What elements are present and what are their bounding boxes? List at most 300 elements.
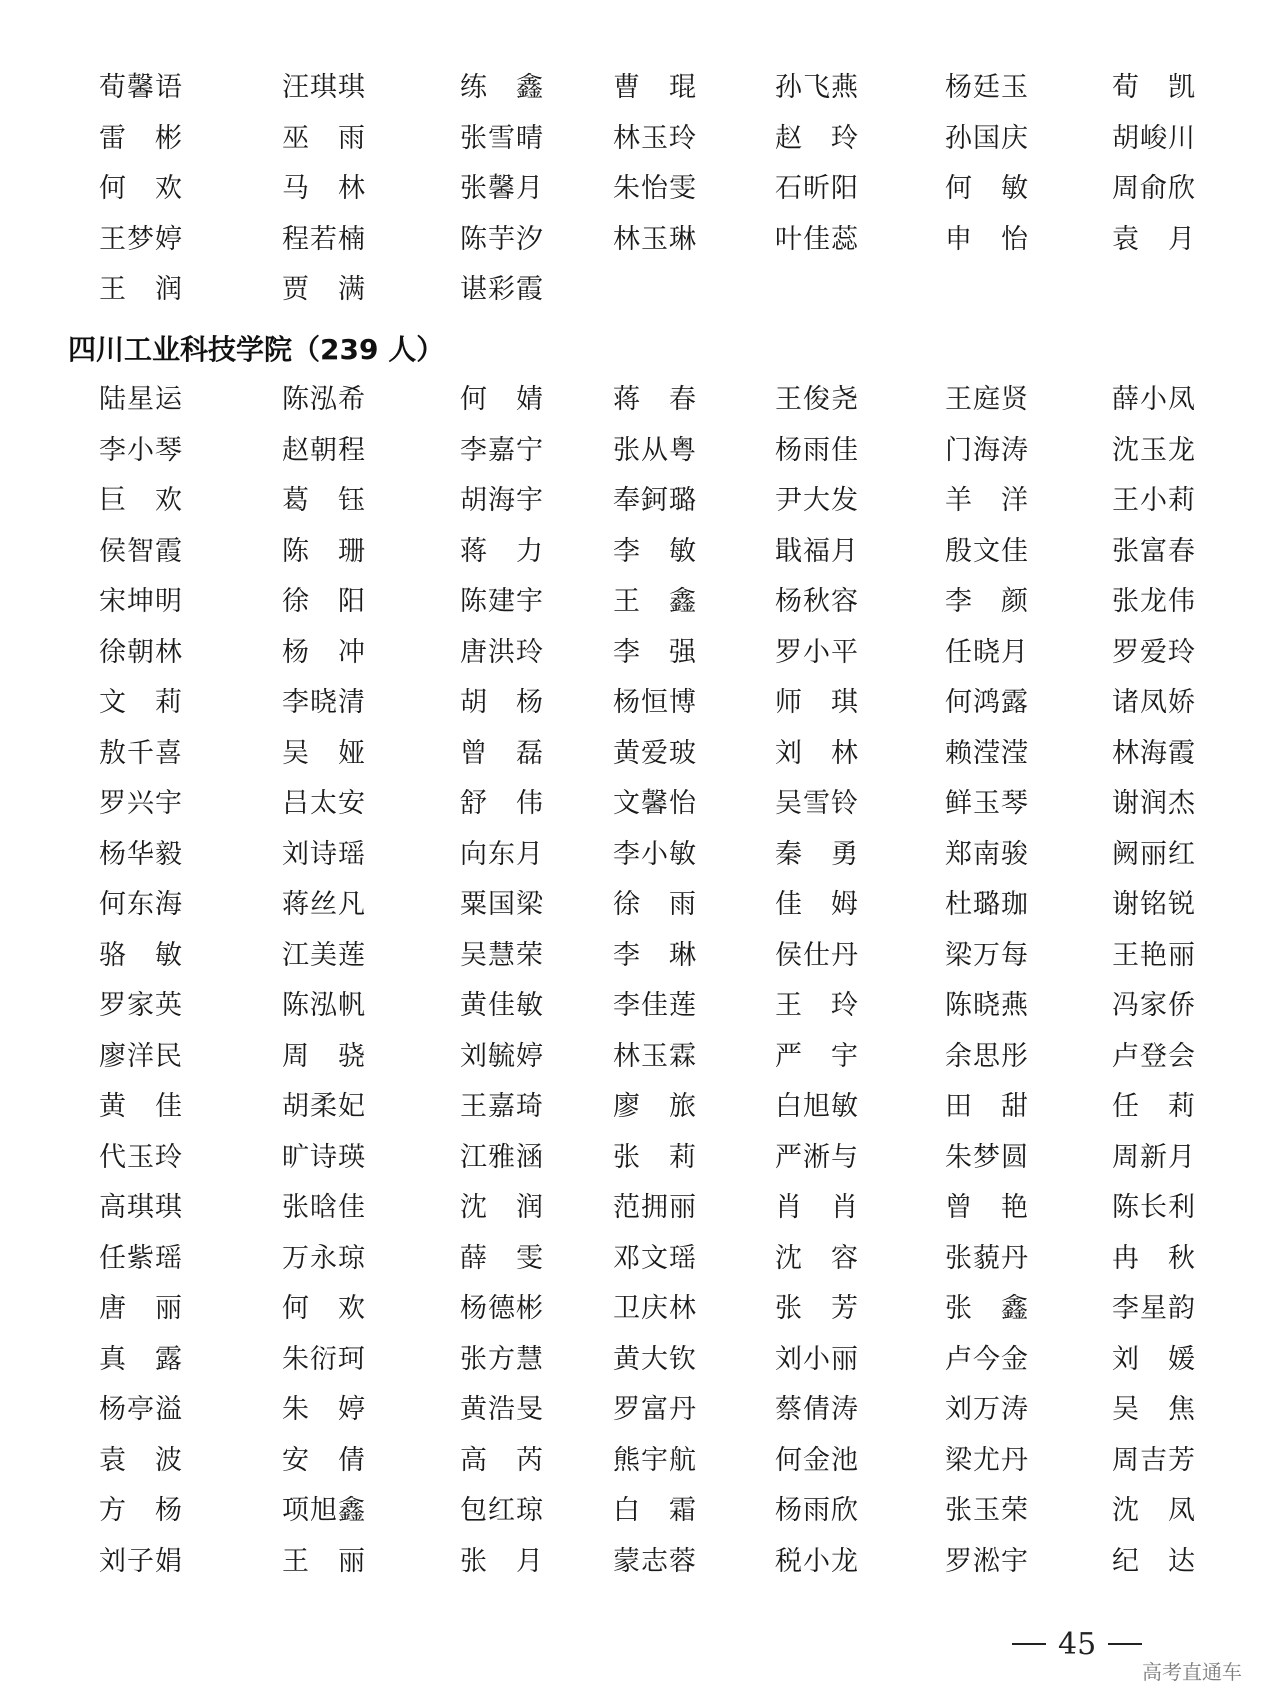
name-char: 露 xyxy=(155,1343,183,1375)
name-char: 阳 xyxy=(338,586,366,617)
name-char: 波 xyxy=(155,1444,183,1476)
name-char: 何 xyxy=(460,384,488,415)
name-char: 高 xyxy=(460,1444,488,1476)
student-name: 陈泓帆 xyxy=(282,990,366,1021)
student-name xyxy=(1112,1537,1196,1588)
student-name: 杨华毅 xyxy=(99,838,183,870)
name-char: 雨 xyxy=(669,889,697,920)
student-name: 刘毓婷 xyxy=(460,1040,544,1072)
name-char: 周 xyxy=(282,1040,310,1072)
student-name: 殷文佳 xyxy=(945,535,1029,567)
student-name xyxy=(460,729,544,780)
student-name: 诸凤娇 xyxy=(1112,687,1196,718)
student-name: 任紫瑶 xyxy=(99,1242,183,1274)
student-name xyxy=(99,678,183,729)
name-char: 丽 xyxy=(155,1293,183,1324)
name-char: 倩 xyxy=(338,1444,366,1476)
student-name xyxy=(613,931,697,982)
student-name: 奉鈳璐 xyxy=(613,485,697,516)
name-char: 真 xyxy=(99,1343,127,1375)
name-char: 莉 xyxy=(669,1141,697,1173)
name-char: 洋 xyxy=(1001,485,1029,516)
name-char: 珊 xyxy=(338,535,366,567)
student-name xyxy=(99,1436,183,1487)
student-name: 张雪晴 xyxy=(460,122,544,154)
name-char: 莉 xyxy=(1168,1091,1196,1122)
section-heading: 四川工业科技学院（239 人） xyxy=(68,333,445,366)
name-char: 秋 xyxy=(1168,1242,1196,1274)
student-name: 朱衍珂 xyxy=(282,1343,366,1375)
student-name xyxy=(460,1183,544,1234)
student-name: 李星韵 xyxy=(1112,1293,1196,1324)
student-name xyxy=(282,1436,366,1487)
name-char: 贾 xyxy=(282,274,310,305)
student-name xyxy=(775,830,859,881)
student-name: 孙国庆 xyxy=(945,122,1029,154)
student-name: 梁尤丹 xyxy=(945,1444,1029,1476)
student-name: 张馨月 xyxy=(460,173,544,204)
name-list-section xyxy=(99,375,1209,1587)
student-name xyxy=(460,527,544,578)
student-name: 黄爱玻 xyxy=(613,737,697,769)
name-char: 陈 xyxy=(282,535,310,567)
student-name: 沈玉龙 xyxy=(1112,434,1196,466)
student-name xyxy=(99,164,183,215)
name-char: 玲 xyxy=(831,122,859,154)
student-name: 侯智霞 xyxy=(99,535,183,567)
name-char: 巫 xyxy=(282,122,310,154)
name-char: 娅 xyxy=(338,737,366,769)
name-char: 敏 xyxy=(1001,173,1029,204)
name-char: 雯 xyxy=(516,1242,544,1274)
name-char: 王 xyxy=(613,586,641,617)
name-char: 巨 xyxy=(99,485,127,516)
name-char: 玲 xyxy=(831,990,859,1021)
student-name: 廖洋民 xyxy=(99,1040,183,1072)
name-char: 朱 xyxy=(282,1394,310,1425)
student-name xyxy=(1112,215,1196,266)
student-name: 李佳莲 xyxy=(613,990,697,1021)
student-name: 林玉霖 xyxy=(613,1040,697,1072)
name-char: 徐 xyxy=(282,586,310,617)
student-name: 叶佳蕊 xyxy=(775,223,859,255)
name-char: 欢 xyxy=(155,173,183,204)
student-name xyxy=(945,1082,1029,1133)
name-char: 佳 xyxy=(775,889,803,920)
footer-dash-left xyxy=(1012,1643,1046,1645)
student-name: 张龙伟 xyxy=(1112,586,1196,617)
student-name: 陈建宇 xyxy=(460,586,544,617)
name-list-continued xyxy=(99,63,1209,316)
student-name: 向东月 xyxy=(460,838,544,870)
student-name: 熊宇航 xyxy=(613,1444,697,1476)
student-name: 侯仕丹 xyxy=(775,939,859,971)
student-name: 林玉玲 xyxy=(613,122,697,154)
name-char: 旅 xyxy=(669,1091,697,1122)
name-char: 徐 xyxy=(613,889,641,920)
student-name: 敖千喜 xyxy=(99,737,183,769)
name-char: 薛 xyxy=(460,1242,488,1274)
student-name: 罗爱玲 xyxy=(1112,636,1196,668)
student-name: 杨德彬 xyxy=(460,1293,544,1324)
name-char: 张 xyxy=(775,1293,803,1324)
name-char: 勇 xyxy=(831,838,859,870)
student-name xyxy=(282,164,366,215)
student-name: 荀馨语 xyxy=(99,72,183,103)
name-char: 羊 xyxy=(945,485,973,516)
name-char: 方 xyxy=(99,1495,127,1526)
name-char: 王 xyxy=(99,274,127,305)
name-char: 春 xyxy=(669,384,697,415)
name-char: 严 xyxy=(775,1040,803,1072)
name-char: 焦 xyxy=(1168,1394,1196,1425)
student-name xyxy=(613,1486,697,1537)
name-char: 张 xyxy=(460,1545,488,1577)
student-name: 胡柔妃 xyxy=(282,1091,366,1122)
student-name xyxy=(282,1385,366,1436)
student-name: 石昕阳 xyxy=(775,173,859,204)
student-name xyxy=(1112,1385,1196,1436)
student-name xyxy=(99,1082,183,1133)
student-name: 梁万每 xyxy=(945,939,1029,971)
student-name: 李小琴 xyxy=(99,434,183,466)
student-name: 罗富丹 xyxy=(613,1394,697,1425)
student-name: 罗兴宇 xyxy=(99,788,183,819)
student-name xyxy=(460,1436,544,1487)
name-char: 鑫 xyxy=(516,72,544,103)
name-grid xyxy=(99,375,1209,1587)
name-char: 欢 xyxy=(155,485,183,516)
name-char: 磊 xyxy=(516,737,544,769)
name-char: 舒 xyxy=(460,788,488,819)
name-char: 刘 xyxy=(775,737,803,769)
name-char: 黄 xyxy=(99,1091,127,1122)
watermark-text: 高考直通车 xyxy=(1142,1660,1242,1684)
student-name: 赵朝程 xyxy=(282,434,366,466)
student-name xyxy=(460,63,544,114)
student-name: 孙飞燕 xyxy=(775,72,859,103)
name-char: 张 xyxy=(613,1141,641,1173)
student-name xyxy=(775,1284,859,1335)
student-name: 谢铭锐 xyxy=(1112,889,1196,920)
student-name: 何鸿露 xyxy=(945,687,1029,718)
name-grid xyxy=(99,63,1209,316)
student-name: 李嘉宁 xyxy=(460,434,544,466)
name-char: 鑫 xyxy=(669,586,697,617)
student-name: 周俞欣 xyxy=(1112,173,1196,204)
student-name xyxy=(99,114,183,165)
student-name xyxy=(1112,1082,1196,1133)
name-char: 曹 xyxy=(613,72,641,103)
name-char: 申 xyxy=(945,223,973,255)
name-char: 骁 xyxy=(338,1040,366,1072)
name-char: 吴 xyxy=(282,737,310,769)
student-name: 戢福月 xyxy=(775,535,859,567)
student-name: 杨秋容 xyxy=(775,586,859,617)
name-char: 胡 xyxy=(460,687,488,718)
name-char: 宇 xyxy=(831,1040,859,1072)
student-name: 项旭鑫 xyxy=(282,1495,366,1526)
student-name xyxy=(775,114,859,165)
student-name: 旷诗瑛 xyxy=(282,1141,366,1173)
student-name: 张从粤 xyxy=(613,434,697,466)
student-name: 白旭敏 xyxy=(775,1091,859,1122)
student-name: 周新月 xyxy=(1112,1141,1196,1173)
student-name: 张玉荣 xyxy=(945,1495,1029,1526)
name-char: 曾 xyxy=(945,1192,973,1223)
name-char: 力 xyxy=(516,535,544,567)
student-name xyxy=(99,1284,183,1335)
student-name xyxy=(282,1032,366,1083)
name-char: 琪 xyxy=(831,687,859,718)
name-char: 廖 xyxy=(613,1091,641,1122)
name-char: 杨 xyxy=(282,636,310,668)
student-name: 杨雨欣 xyxy=(775,1495,859,1526)
student-name: 门海涛 xyxy=(945,434,1029,466)
student-name: 刘诗瑶 xyxy=(282,838,366,870)
student-name xyxy=(460,375,544,426)
name-char: 容 xyxy=(831,1242,859,1274)
name-char: 凤 xyxy=(1168,1495,1196,1526)
name-char: 甜 xyxy=(1001,1091,1029,1122)
student-name: 王艳丽 xyxy=(1112,939,1196,971)
student-name: 刘小丽 xyxy=(775,1343,859,1375)
student-name: 何东海 xyxy=(99,889,183,920)
name-char: 琳 xyxy=(669,939,697,971)
student-name: 黄大钦 xyxy=(613,1343,697,1375)
name-char: 雨 xyxy=(338,122,366,154)
student-name xyxy=(99,931,183,982)
name-char: 任 xyxy=(1112,1091,1140,1122)
student-name: 汪琪琪 xyxy=(282,72,366,103)
name-char: 赵 xyxy=(775,122,803,154)
name-char: 姆 xyxy=(831,889,859,920)
student-name: 陆星运 xyxy=(99,384,183,415)
student-name: 卫庆林 xyxy=(613,1293,697,1324)
name-char: 琨 xyxy=(669,72,697,103)
student-name xyxy=(945,1284,1029,1335)
student-name: 陈长利 xyxy=(1112,1192,1196,1223)
name-char: 肖 xyxy=(775,1192,803,1223)
student-name xyxy=(613,1082,697,1133)
student-name: 罗家英 xyxy=(99,990,183,1021)
student-name: 王俊尧 xyxy=(775,384,859,415)
name-char: 蒋 xyxy=(460,535,488,567)
footer-dash-right xyxy=(1108,1643,1142,1645)
student-name xyxy=(945,215,1029,266)
student-name xyxy=(945,1183,1029,1234)
student-name xyxy=(613,527,697,578)
name-char: 林 xyxy=(831,737,859,769)
student-name xyxy=(613,63,697,114)
student-name xyxy=(775,1032,859,1083)
name-char: 吴 xyxy=(1112,1394,1140,1425)
student-name xyxy=(613,1133,697,1184)
student-name: 谢润杰 xyxy=(1112,788,1196,819)
student-name: 程若楠 xyxy=(282,223,366,255)
name-char: 练 xyxy=(460,72,488,103)
student-name: 张方慧 xyxy=(460,1343,544,1375)
name-char: 李 xyxy=(613,939,641,971)
student-name: 蒙志蓉 xyxy=(613,1545,697,1577)
student-name xyxy=(460,678,544,729)
student-name: 胡峻川 xyxy=(1112,122,1196,154)
student-name: 陈晓燕 xyxy=(945,990,1029,1021)
student-name xyxy=(460,779,544,830)
name-char: 师 xyxy=(775,687,803,718)
student-name: 张富春 xyxy=(1112,535,1196,567)
student-name xyxy=(99,1486,183,1537)
student-name: 吴雪铃 xyxy=(775,788,859,819)
student-name: 吴慧荣 xyxy=(460,939,544,971)
student-name: 谌彩霞 xyxy=(460,274,544,305)
name-char: 芮 xyxy=(516,1444,544,1476)
name-char: 纪 xyxy=(1112,1545,1140,1577)
student-name xyxy=(775,729,859,780)
name-char: 芳 xyxy=(831,1293,859,1324)
name-char: 安 xyxy=(282,1444,310,1476)
name-char: 白 xyxy=(613,1495,641,1526)
student-name xyxy=(282,729,366,780)
student-name xyxy=(99,476,183,527)
name-char: 润 xyxy=(155,274,183,305)
name-char: 文 xyxy=(99,687,127,718)
name-char: 唐 xyxy=(99,1293,127,1324)
student-name: 郑南骏 xyxy=(945,838,1029,870)
name-char: 冉 xyxy=(1112,1242,1140,1274)
student-name: 卢登会 xyxy=(1112,1040,1196,1072)
student-name: 罗淞宇 xyxy=(945,1545,1029,1577)
student-name xyxy=(613,375,697,426)
student-name xyxy=(945,476,1029,527)
name-char: 达 xyxy=(1168,1545,1196,1577)
name-char: 凯 xyxy=(1168,72,1196,103)
student-name xyxy=(775,880,859,931)
name-char: 满 xyxy=(338,274,366,305)
student-name xyxy=(282,1284,366,1335)
name-char: 何 xyxy=(945,173,973,204)
student-name: 鲜玉琴 xyxy=(945,788,1029,819)
student-name xyxy=(775,1234,859,1285)
name-char: 伟 xyxy=(516,788,544,819)
student-name: 罗小平 xyxy=(775,636,859,668)
name-char: 曾 xyxy=(460,737,488,769)
student-name xyxy=(282,1537,366,1588)
name-char: 敏 xyxy=(669,535,697,567)
name-char: 颜 xyxy=(1001,586,1029,617)
student-name: 黄佳敏 xyxy=(460,990,544,1021)
student-name xyxy=(99,265,183,316)
student-name xyxy=(775,678,859,729)
student-name: 冯家侨 xyxy=(1112,990,1196,1021)
student-name: 王梦婷 xyxy=(99,223,183,255)
student-name: 王嘉琦 xyxy=(460,1091,544,1122)
student-name: 税小龙 xyxy=(775,1545,859,1577)
student-name xyxy=(1112,1335,1196,1386)
student-name: 江美莲 xyxy=(282,939,366,971)
student-name: 林海霞 xyxy=(1112,737,1196,769)
student-name: 唐洪玲 xyxy=(460,636,544,668)
student-name: 严淅与 xyxy=(775,1141,859,1173)
student-name: 王小莉 xyxy=(1112,485,1196,516)
name-char: 田 xyxy=(945,1091,973,1122)
student-name: 黄浩旻 xyxy=(460,1394,544,1425)
name-char: 李 xyxy=(945,586,973,617)
name-char: 艳 xyxy=(1001,1192,1029,1223)
student-name: 徐朝林 xyxy=(99,636,183,668)
student-name xyxy=(460,1537,544,1588)
student-name: 卢今金 xyxy=(945,1343,1029,1375)
student-name xyxy=(282,527,366,578)
name-char: 肖 xyxy=(831,1192,859,1223)
student-name: 江雅涵 xyxy=(460,1141,544,1173)
name-char: 怡 xyxy=(1001,223,1029,255)
name-char: 欢 xyxy=(338,1293,366,1324)
student-name: 邓文瑶 xyxy=(613,1242,697,1274)
student-name: 宋坤明 xyxy=(99,586,183,617)
student-name: 阙丽红 xyxy=(1112,838,1196,870)
name-char: 葛 xyxy=(282,485,310,516)
name-char: 婷 xyxy=(338,1394,366,1425)
name-char: 婧 xyxy=(516,384,544,415)
student-name: 粟国梁 xyxy=(460,889,544,920)
name-char: 霜 xyxy=(669,1495,697,1526)
student-name: 范拥丽 xyxy=(613,1192,697,1223)
student-name: 吕太安 xyxy=(282,788,366,819)
name-char: 鑫 xyxy=(1001,1293,1029,1324)
name-char: 杨 xyxy=(155,1495,183,1526)
student-name xyxy=(282,265,366,316)
name-char: 媛 xyxy=(1168,1343,1196,1375)
name-char: 秦 xyxy=(775,838,803,870)
name-char: 丽 xyxy=(338,1545,366,1577)
student-name xyxy=(1112,63,1196,114)
name-char: 袁 xyxy=(99,1444,127,1476)
student-name: 蒋丝凡 xyxy=(282,889,366,920)
student-name: 王庭贤 xyxy=(945,384,1029,415)
name-char: 佳 xyxy=(155,1091,183,1122)
name-char: 李 xyxy=(613,636,641,668)
name-char: 钰 xyxy=(338,485,366,516)
student-name: 杨亭溢 xyxy=(99,1394,183,1425)
name-char: 莉 xyxy=(155,687,183,718)
student-name xyxy=(613,880,697,931)
student-name: 李小敏 xyxy=(613,838,697,870)
student-name: 张晗佳 xyxy=(282,1192,366,1223)
student-name: 陈泓希 xyxy=(282,384,366,415)
student-name: 林玉琳 xyxy=(613,223,697,255)
student-name: 高琪琪 xyxy=(99,1192,183,1223)
name-char: 强 xyxy=(669,636,697,668)
name-char: 骆 xyxy=(99,939,127,971)
name-char: 何 xyxy=(99,173,127,204)
name-char: 王 xyxy=(775,990,803,1021)
name-char: 月 xyxy=(1168,223,1196,255)
student-name: 何金池 xyxy=(775,1444,859,1476)
name-char: 王 xyxy=(282,1545,310,1577)
student-name: 尹大发 xyxy=(775,485,859,516)
student-name: 赖滢滢 xyxy=(945,737,1029,769)
student-name: 文馨怡 xyxy=(613,788,697,819)
student-name xyxy=(282,577,366,628)
name-char: 沈 xyxy=(775,1242,803,1274)
student-name: 胡海宇 xyxy=(460,485,544,516)
name-char: 刘 xyxy=(1112,1343,1140,1375)
student-name: 任晓月 xyxy=(945,636,1029,668)
student-name: 杨廷玉 xyxy=(945,72,1029,103)
page-footer xyxy=(1000,1622,1154,1666)
student-name: 杨雨佳 xyxy=(775,434,859,466)
